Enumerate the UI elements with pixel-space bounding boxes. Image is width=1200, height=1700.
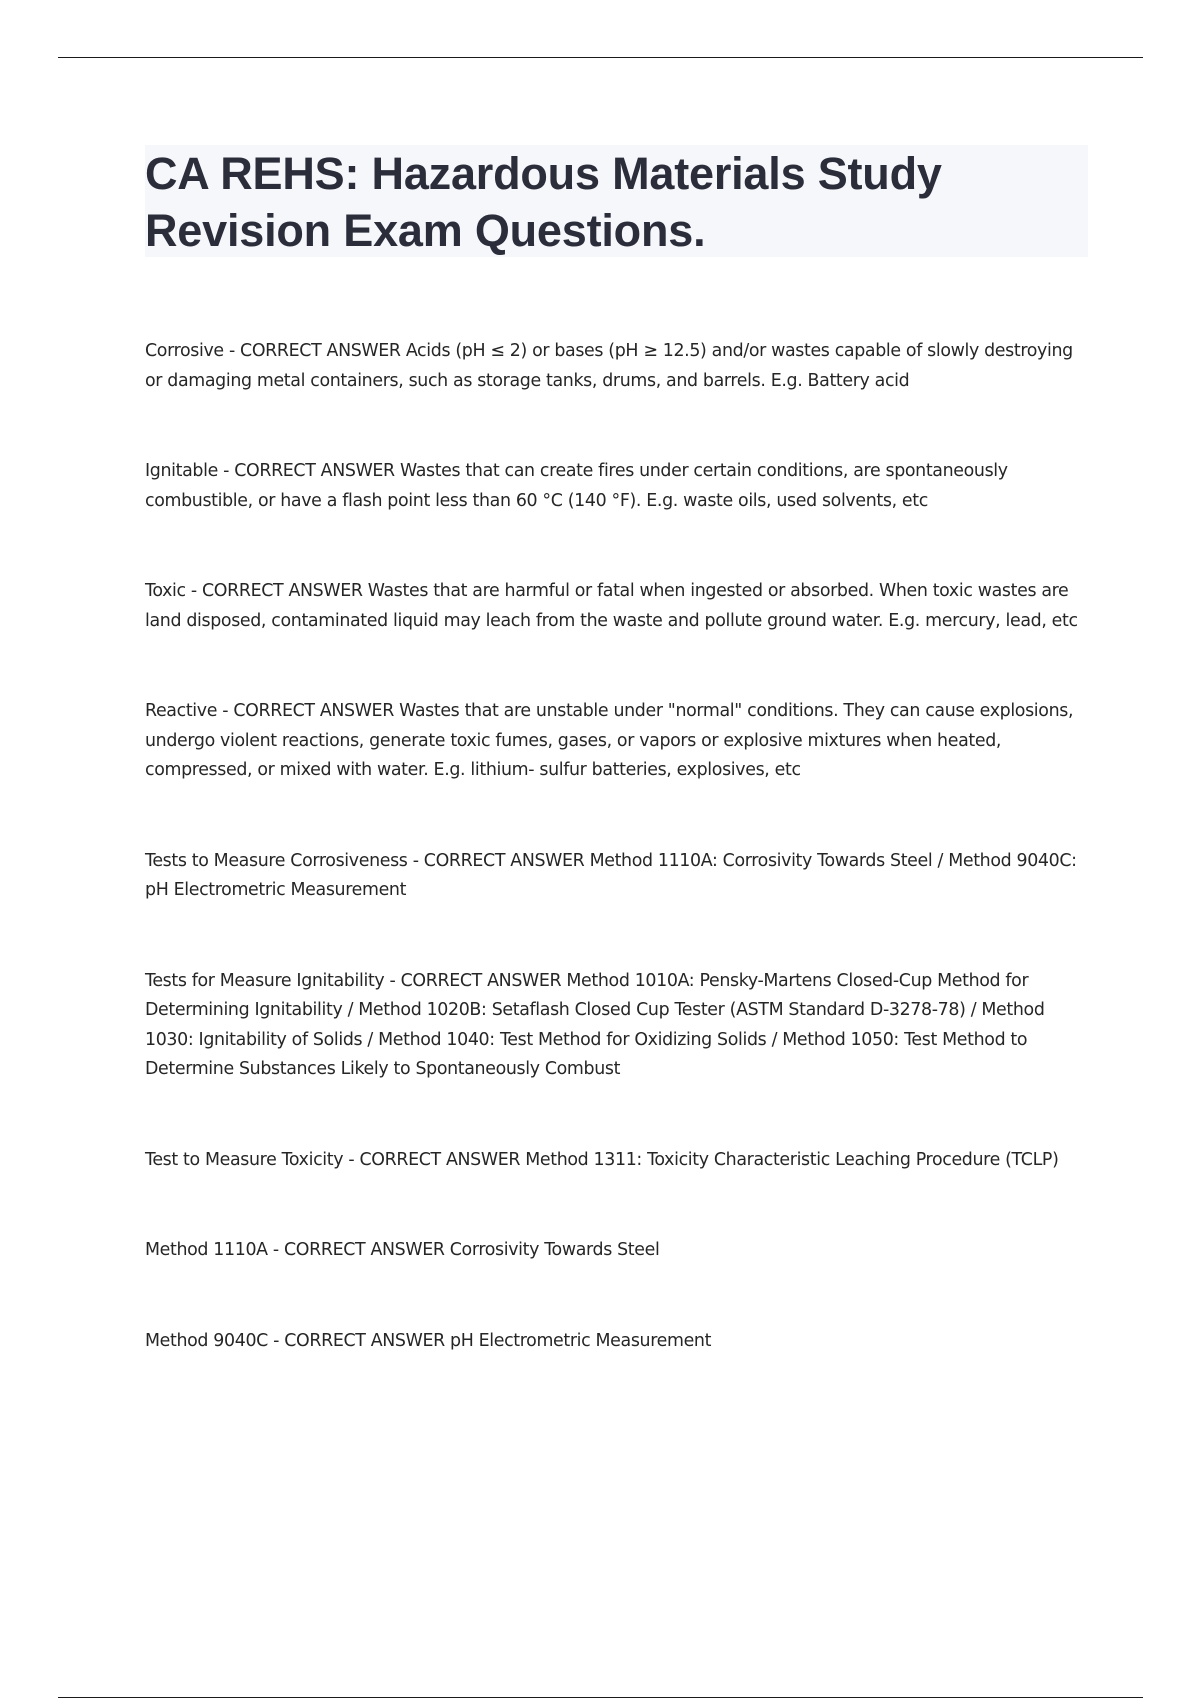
qa-item: Ignitable - CORRECT ANSWER Wastes that can create fires under certain conditions, are spontaneously combustible, or have a flash point less than 60 °C (140 °F). E.g. waste oils, used solvents, etc bbox=[145, 461, 1008, 511]
qa-item: Test to Measure Toxicity - CORRECT ANSWER Method 1311: Toxicity Characteristic Leaching Procedure (TCLP) bbox=[145, 1149, 1059, 1170]
bottom-rule bbox=[58, 1697, 1143, 1698]
qa-item: Corrosive - CORRECT ANSWER Acids (pH ≤ 2) or bases (pH ≥ 12.5) and/or wastes capable of slowly destroying or damaging metal containers, such as storage tanks, drums, and barrels. E.g. Battery acid bbox=[145, 341, 1073, 391]
qa-item: Method 1110A - CORRECT ANSWER Corrosivity Towards Steel bbox=[145, 1240, 660, 1260]
title-box bbox=[145, 145, 1088, 257]
qa-list bbox=[145, 337, 1088, 1356]
qa-item: Method 9040C - CORRECT ANSWER pH Electrometric Measurement bbox=[145, 1330, 712, 1351]
qa-item: Tests for Measure Ignitability - CORRECT ANSWER Method 1010A: Pensky-Martens Closed-Cup Method for Determining Ignitability / Method 1020B: Setaflash Closed Cup Tester (ASTM Standard D-3278-78) / Method 1030: Ignitability of Solids / Method 1040: Test Method for Oxidizing Solids / Method 1050: Test Method to Determine Substances Likely to Spontaneously Combust bbox=[145, 970, 1045, 1079]
top-rule bbox=[58, 57, 1143, 58]
qa-item: Reactive - CORRECT ANSWER Wastes that are unstable under "normal" conditions. They can cause explosions, undergo violent reactions, generate toxic fumes, gases, or vapors or explosive mixtures when heated, compressed, or mixed with water. E.g. lithium- sulfur batteries, explosives, etc bbox=[145, 701, 1074, 780]
qa-item: Toxic - CORRECT ANSWER Wastes that are harmful or fatal when ingested or absorbed. When toxic wastes are land disposed, contaminated liquid may leach from the waste and pollute ground water. E.g. mercury, lead, etc bbox=[145, 581, 1078, 631]
qa-item: Tests to Measure Corrosiveness - CORRECT ANSWER Method 1110A: Corrosivity Towards Steel / Method 9040C: pH Electrometric Measurement bbox=[145, 850, 1077, 900]
document-body bbox=[145, 145, 1088, 1417]
document-title: CA REHS: Hazardous Materials Study Revision Exam Questions. bbox=[145, 148, 942, 256]
